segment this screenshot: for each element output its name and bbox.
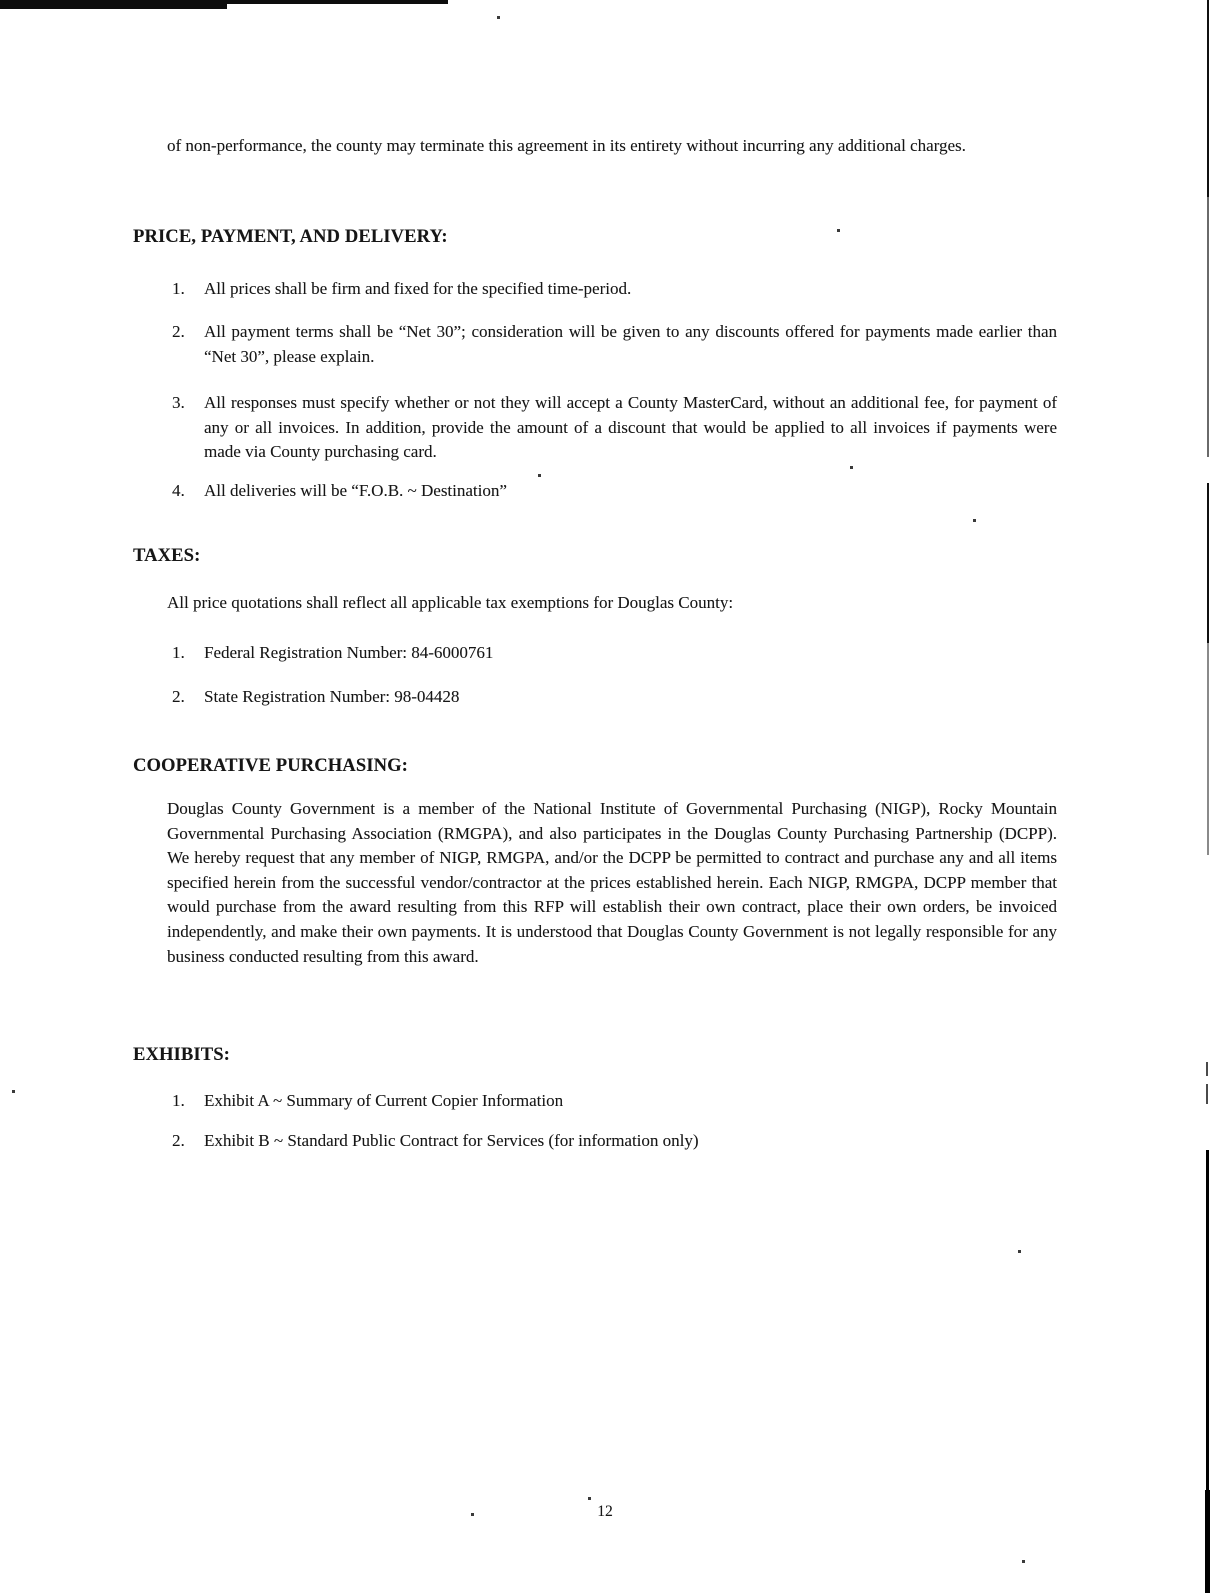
list-item	[172, 1089, 1057, 1114]
list-item-number: 2.	[172, 1131, 185, 1150]
scan-noise-dot	[1022, 1560, 1025, 1563]
section-heading-price-payment-delivery: PRICE, PAYMENT, AND DELIVERY:	[133, 227, 448, 247]
scan-noise-dot	[973, 519, 976, 522]
scan-edge-line	[1206, 1084, 1208, 1104]
list-item-number: 1.	[172, 279, 185, 298]
list-item-number: 3.	[172, 393, 185, 412]
scan-noise-dot	[588, 1497, 591, 1500]
page-number: 12	[597, 1503, 613, 1520]
scan-edge-line	[1206, 1062, 1208, 1076]
list-item	[172, 320, 1057, 369]
scan-noise-dot	[12, 1090, 15, 1093]
scan-edge-line	[1205, 1490, 1210, 1593]
scan-noise-dot	[837, 229, 840, 232]
list-item-text: State Registration Number: 98-04428	[204, 687, 460, 706]
list-item-text: All responses must specify whether or not they will accept a County MasterCard, without an additional fee, for payment of any or all invoices. In addition, provide the amount of a discount that would be applied to all invoices if payments were made via County purchasing card.	[204, 393, 1057, 462]
scan-edge-line	[1207, 483, 1209, 643]
list-item-text: Exhibit A ~ Summary of Current Copier Information	[204, 1091, 564, 1110]
scan-artifact-top-bar-thin	[227, 0, 448, 4]
scan-edge-line	[1207, 197, 1209, 457]
list-item-number: 1.	[172, 1091, 185, 1110]
list-item	[172, 277, 1057, 302]
list-item-number: 1.	[172, 643, 185, 662]
list-item-text: Federal Registration Number: 84-6000761	[204, 643, 494, 662]
list-item-number: 4.	[172, 481, 185, 500]
scan-edge-line	[1207, 0, 1209, 197]
list-item-number: 2.	[172, 687, 185, 706]
list-item-text: All payment terms shall be “Net 30”; consideration will be given to any discounts offered for payments made earlier than “Net 30”, please explain.	[204, 322, 1057, 366]
list-item	[172, 479, 1057, 504]
scan-edge-line	[1207, 643, 1209, 855]
list-item-number: 2.	[172, 322, 185, 341]
section-heading-taxes: TAXES:	[133, 546, 201, 566]
scan-noise-dot	[850, 466, 853, 469]
list-item	[172, 391, 1057, 465]
list-item	[172, 685, 1057, 710]
section-heading-exhibits: EXHIBITS:	[133, 1045, 230, 1065]
scan-noise-dot	[1018, 1250, 1021, 1253]
scan-noise-dot	[538, 474, 541, 477]
scan-noise-dot	[497, 16, 500, 19]
intro-paragraph-fragment: of non-performance, the county may terminate this agreement in its entirety without incurring any additional charges.	[167, 136, 966, 155]
list-item-text: Exhibit B ~ Standard Public Contract for Services (for information only)	[204, 1131, 699, 1150]
list-item	[172, 641, 1057, 666]
taxes-intro-line: All price quotations shall reflect all applicable tax exemptions for Douglas County:	[167, 593, 734, 612]
list-item-text: All deliveries will be “F.O.B. ~ Destination”	[204, 481, 507, 500]
scan-edge-line	[1206, 1150, 1209, 1490]
list-item-text: All prices shall be firm and fixed for the specified time-period.	[204, 279, 632, 298]
cooperative-purchasing-paragraph: Douglas County Government is a member of the National Institute of Governmental Purchasing (NIGP), Rocky Mountain Governmental Purchasing Association (RMGPA), and also participates in the Douglas County Purchasing Partnership (DCPP). We hereby request that any member of NIGP, RMGPA, and/or the DCPP be permitted to contract and purchase any and all items specified herein from the successful vendor/contractor at the prices established herein. Each NIGP, RMGPA, DCPP member that would purchase from the award resulting from this RFP will establish their own contract, place their own orders, be invoiced independently, and make their own payments. It is understood that Douglas County Government is not legally responsible for any business conducted resulting from this award.	[167, 799, 1057, 966]
section-heading-cooperative-purchasing: COOPERATIVE PURCHASING:	[133, 756, 408, 776]
scan-artifact-top-bar-thick	[0, 0, 227, 9]
list-item	[172, 1129, 1057, 1154]
